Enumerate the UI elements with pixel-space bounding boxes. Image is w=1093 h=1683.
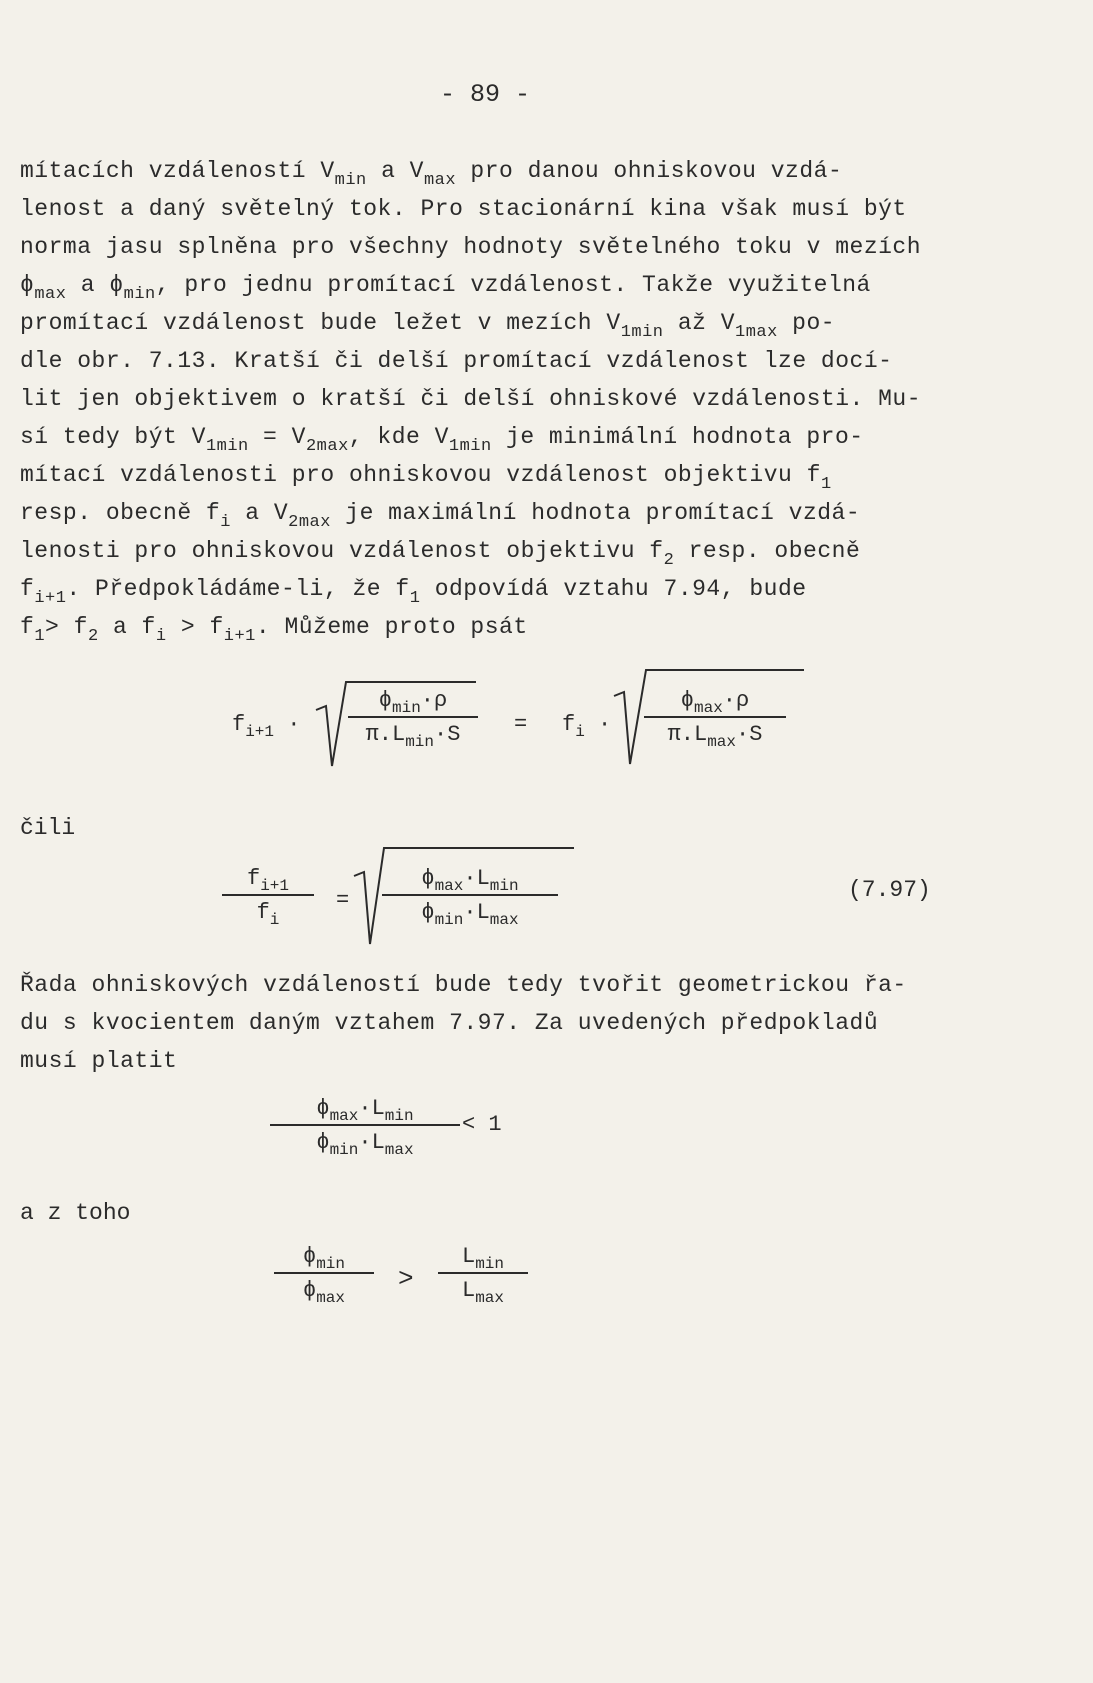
text-line: Řada ohniskových vzdáleností bude tedy tvořit geometrickou řa-: [20, 972, 907, 998]
numerator: $\phi_{max}\cdot L_{min}$: [270, 1096, 460, 1126]
numerator: $\phi_{max}\cdot\rho$: [644, 688, 786, 718]
equals-sign: =: [336, 888, 350, 913]
text-line: lenost a daný světelný tok. Pro stacionární kina však musí být: [20, 196, 907, 222]
connector-text: čili: [20, 815, 76, 841]
denominator: $\phi_{min}\cdot L_{max}$: [421, 900, 519, 929]
denominator: $\pi.L_{max}\cdot S$: [667, 722, 763, 751]
eq4-fraction-right: [438, 1244, 528, 1307]
eq4-fraction-left: [274, 1244, 374, 1307]
relation-sign: < 1: [462, 1112, 502, 1137]
numerator: $\phi_{min}\cdot\rho$: [348, 688, 478, 718]
text-line: $\phi_{max}$ a $\phi_{min}$, pro jednu promítací vzdálenost. Takže využitelná: [20, 272, 871, 304]
eq3-fraction: [270, 1096, 460, 1159]
numerator: $f_{i+1}$: [222, 866, 314, 896]
text-line: lenosti pro ohniskovou vzdálenost objektivu $f_2$ resp. obecně: [20, 538, 861, 570]
denominator: $\phi_{max}$: [302, 1278, 345, 1307]
text-line: sí tedy být $V_{1min} = V_{2max}$, kde $V_{1min}$ je minimální hodnota pro-: [20, 424, 864, 456]
text-line: promítací vzdálenost bude ležet v mezích $V_{1min}$ až $V_{1max}$ po-: [20, 310, 836, 342]
text-line: musí platit: [20, 1048, 178, 1074]
eq1-fraction-right: [644, 688, 786, 751]
connector-text: a z toho: [20, 1200, 131, 1226]
equals-sign: =: [514, 712, 528, 737]
text-line: $f_{i+1}$. Předpokládáme-li, že $f_1$ odpovídá vztahu 7.94, bude: [20, 576, 807, 608]
text-line: du s kvocientem daným vztahem 7.97. Za uvedených předpokladů: [20, 1010, 879, 1036]
equation-number: (7.97): [848, 877, 931, 903]
text-line: resp. obecně $f_i$ a $V_{2max}$ je maximální hodnota promítací vzdá-: [20, 500, 861, 532]
denominator: $L_{max}$: [461, 1278, 504, 1307]
text-line: norma jasu splněna pro všechny hodnoty světelného toku v mezích: [20, 234, 922, 260]
denominator: $\pi.L_{min}\cdot S$: [365, 722, 461, 751]
numerator: $\phi_{min}$: [274, 1244, 374, 1274]
text-line: mítací vzdálenosti pro ohniskovou vzdálenost objektivu $f_1$: [20, 462, 832, 494]
eq2-fraction-left: [222, 866, 314, 929]
text-line: dle obr. 7.13. Kratší či delší promítací vzdálenost lze docí-: [20, 348, 893, 374]
eq1-fraction-left: [348, 688, 478, 751]
text-line: $f_1> f_2$ a $f_i > f_{i+1}$. Můžeme proto psát: [20, 614, 528, 646]
eq1-right-factor: $f_i$ ·: [562, 712, 612, 741]
text-line: mítacích vzdáleností $V_{min}$ a $V_{max}$ pro danou ohniskovou vzdá-: [20, 158, 843, 190]
text-line: lit jen objektivem o kratší či delší ohniskové vzdálenosti. Mu-: [20, 386, 922, 412]
eq1-left-factor: $f_{i+1}$ ·: [232, 712, 301, 741]
denominator: $f_i$: [256, 900, 280, 929]
page-number: - 89 -: [440, 80, 531, 109]
relation-sign: >: [398, 1264, 414, 1294]
numerator: $L_{min}$: [438, 1244, 528, 1274]
numerator: $\phi_{max}\cdot L_{min}$: [382, 866, 558, 896]
denominator: $\phi_{min}\cdot L_{max}$: [316, 1130, 414, 1159]
eq2-fraction-right: [382, 866, 558, 929]
